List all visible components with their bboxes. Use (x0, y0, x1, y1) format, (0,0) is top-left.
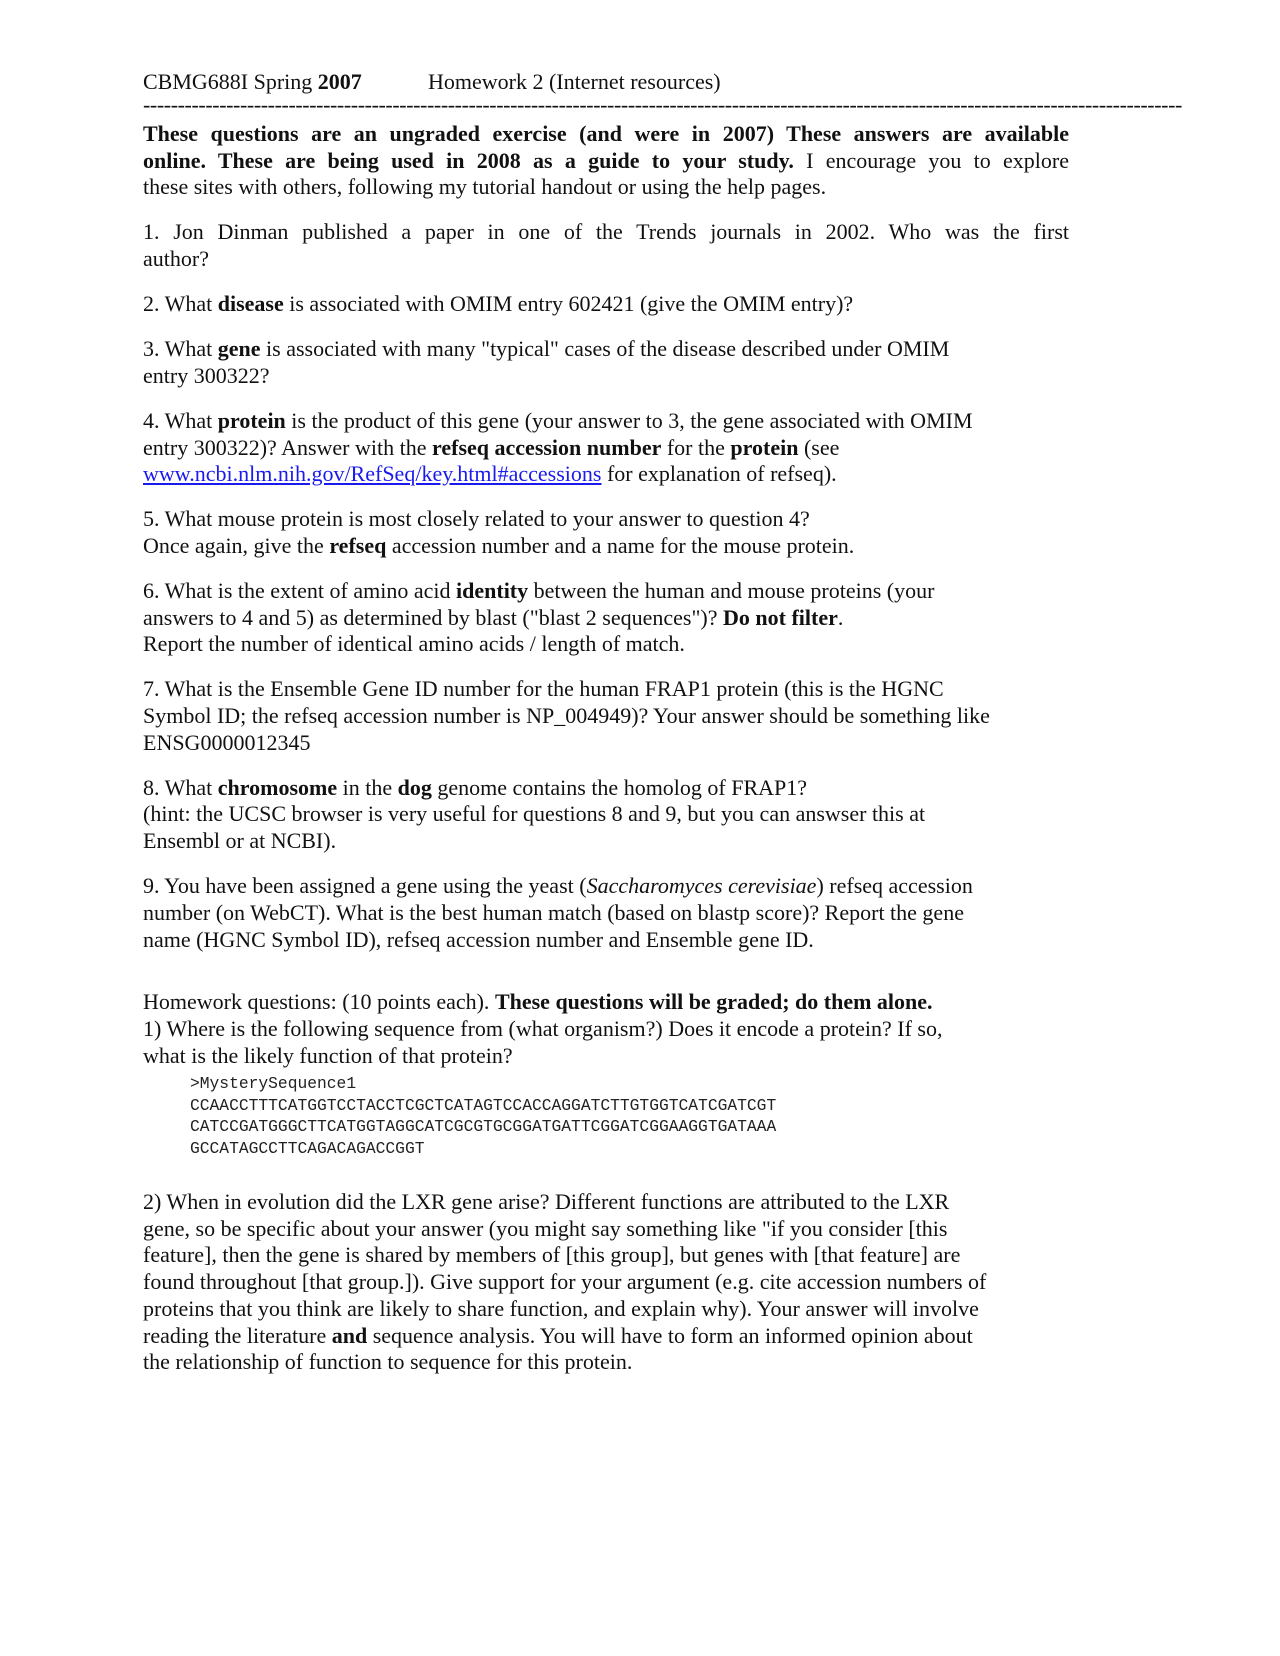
text-segment: in the (337, 774, 398, 800)
text-line (143, 900, 1069, 927)
text-segment: proteins that you think are likely to share function, and explain why). Your answer will involve (143, 1295, 979, 1321)
text-line (143, 1043, 1069, 1070)
document-header (143, 68, 1069, 95)
text-segment: and (331, 1322, 368, 1348)
text-line (143, 730, 1069, 757)
text-segment: name (HGNC Symbol ID), refseq accession number and Ensemble gene ID. (143, 926, 814, 952)
paragraph (143, 121, 1069, 201)
text-segment: protein (217, 407, 286, 433)
text-line (143, 435, 1069, 462)
text-line (143, 408, 1069, 435)
text-line (143, 1242, 1069, 1269)
text-segment: I encourage you to explore (793, 147, 1069, 173)
text-segment: is associated with OMIM entry 602421 (give the OMIM entry)? (283, 291, 854, 317)
text-line (143, 1016, 1069, 1043)
homework-document (143, 68, 1182, 1394)
text-segment: 6. What is the extent of amino acid (143, 577, 457, 603)
paragraph (143, 291, 1069, 318)
text-segment: author? (143, 246, 209, 272)
text-segment: these sites with others, following my tutorial handout or using the help pages. (143, 174, 827, 200)
text-segment: 1) Where is the following sequence from (what organism?) Does it encode a protein? If so, (143, 1015, 943, 1041)
course-year: 2007 (317, 69, 362, 94)
course-label: CBMG688I Spring (143, 69, 318, 94)
text-segment: Report the number of identical amino acids / length of match. (143, 631, 685, 657)
text-segment: genome contains the homolog of FRAP1? (431, 774, 808, 800)
text-segment: entry 300322)? Answer with the (143, 434, 432, 460)
text-line (143, 1296, 1069, 1323)
text-line (143, 605, 1069, 632)
text-segment: entry 300322? (143, 362, 270, 388)
text-segment: Homework questions: (10 points each). (143, 989, 495, 1015)
text-segment: Saccharomyces cerevisiae (586, 873, 817, 899)
text-line (143, 775, 1069, 802)
text-segment: gene, so be specific about your answer (you might say something like "if you consider [this (143, 1215, 948, 1241)
text-segment: for the (661, 434, 731, 460)
text-segment: 1. Jon Dinman published a paper in one of the Trends journals in 2002. Who was the first (143, 219, 1069, 245)
text-line (143, 121, 1069, 148)
paragraph (143, 676, 1069, 756)
text-segment: 3. What (143, 336, 218, 362)
text-segment: what is the likely function of that protein? (143, 1042, 513, 1068)
text-line (143, 801, 1069, 828)
text-segment: Ensembl or at NCBI). (143, 828, 337, 854)
text-segment: Symbol ID; the refseq accession number is NP_004949)? Your answer should be something like (143, 703, 990, 729)
text-segment: 8. What (143, 774, 218, 800)
text-segment: sequence analysis. You will have to form an informed opinion about (367, 1322, 973, 1348)
paragraph (143, 219, 1069, 272)
text-segment: These questions will be graded; do them alone. (494, 989, 933, 1015)
text-segment: 2. What (143, 291, 218, 317)
text-line (143, 578, 1069, 605)
text-line (143, 363, 1069, 390)
paragraph (143, 408, 1069, 488)
paragraph (143, 873, 1069, 953)
text-segment: 9. You have been assigned a gene using the yeast ( (143, 873, 587, 899)
text-segment: (see (798, 434, 840, 460)
document-body (143, 121, 1069, 1376)
text-line (143, 927, 1069, 954)
text-line (143, 1269, 1069, 1296)
text-segment: for explanation of refseq). (601, 461, 837, 487)
text-line (143, 676, 1069, 703)
text-segment: 7. What is the Ensemble Gene ID number for the human FRAP1 protein (this is the HGNC (143, 676, 944, 702)
refseq-link[interactable]: www.ncbi.nlm.nih.gov/RefSeq/key.html#accessions (143, 461, 602, 487)
text-segment: gene (217, 336, 261, 362)
text-line (143, 174, 1069, 201)
paragraph (143, 775, 1069, 855)
text-segment: 4. What (143, 407, 218, 433)
text-line (143, 506, 1069, 533)
text-segment: ENSG0000012345 (143, 729, 311, 755)
text-segment: refseq (329, 532, 387, 558)
paragraph (143, 578, 1069, 658)
paragraph (143, 506, 1069, 559)
text-segment: Do not filter (723, 604, 838, 630)
text-segment: the relationship of function to sequence for this protein. (143, 1349, 633, 1375)
text-line (143, 1189, 1069, 1216)
text-segment: accession number and a name for the mouse protein. (386, 532, 855, 558)
text-line (143, 631, 1069, 658)
text-segment: 5. What mouse protein is most closely related to your answer to question 4? (143, 506, 810, 532)
text-line (143, 828, 1069, 855)
text-segment: number (on WebCT). What is the best human match (based on blastp score)? Report the gene (143, 899, 964, 925)
text-segment: (hint: the UCSC browser is very useful for questions 8 and 9, but you can answser this at (143, 801, 926, 827)
text-line (143, 989, 1069, 1016)
text-segment: These questions are an ungraded exercise (and were in 2007) These answers are available (143, 121, 1069, 146)
text-segment: is the product of this gene (your answer to 3, the gene associated with OMIM (285, 407, 973, 433)
paragraph (143, 336, 1069, 389)
text-segment: online. These are being used in 2008 as a guide to your study. (143, 147, 794, 173)
text-segment: chromosome (217, 774, 338, 800)
text-segment: Once again, give the (143, 532, 330, 558)
text-segment: answers to 4 and 5) as determined by blast ("blast 2 sequences")? (143, 604, 724, 630)
text-segment: disease (217, 291, 284, 317)
text-segment: 2) When in evolution did the LXR gene arise? Different functions are attributed to the LXR (143, 1188, 950, 1214)
paragraph (143, 1189, 1069, 1376)
mystery-sequence: >MysterySequence1 CCAACCTTTCATGGTCCTACCTCGCTCATAGTCCACCAGGATCTTGTGGTCATCGATCGT CATCCGATGGGCTTCATGGTAGGCATCGCGTGCGGATGATTCGGATCGGAAGGTGATAAA GCCATAGCCTTCAGACAGACCGGT (190, 1074, 777, 1158)
text-segment: ) refseq accession (816, 873, 973, 899)
document-title: Homework 2 (Internet resources) (428, 69, 721, 94)
text-line (143, 336, 1069, 363)
text-line (143, 533, 1069, 560)
dashed-divider: ------------------------------------------------------------------------------------------------------------------------------------------------------ (143, 92, 1182, 117)
text-line (143, 246, 1069, 273)
text-line (143, 291, 1069, 318)
text-segment: feature], then the gene is shared by members of [this group], but genes with [that feature] are (143, 1242, 961, 1268)
paragraph (143, 989, 1069, 1069)
text-segment: . (837, 604, 844, 630)
text-line (143, 219, 1069, 246)
text-segment: between the human and mouse proteins (your (528, 577, 935, 603)
text-segment: refseq accession number (432, 434, 662, 460)
text-segment: found throughout [that group.]). Give support for your argument (e.g. cite accession numbers of (143, 1269, 987, 1295)
text-line (143, 1349, 1069, 1376)
text-segment: protein (730, 434, 799, 460)
text-segment: dog (397, 774, 432, 800)
text-line (143, 461, 1069, 488)
text-segment: is associated with many "typical" cases of the disease described under OMIM (260, 336, 950, 362)
text-line (143, 1216, 1069, 1243)
text-line (143, 703, 1069, 730)
text-line (143, 148, 1069, 175)
text-segment: identity (456, 577, 529, 603)
text-segment: reading the literature (143, 1322, 332, 1348)
text-line (143, 873, 1069, 900)
text-line (143, 1323, 1069, 1350)
